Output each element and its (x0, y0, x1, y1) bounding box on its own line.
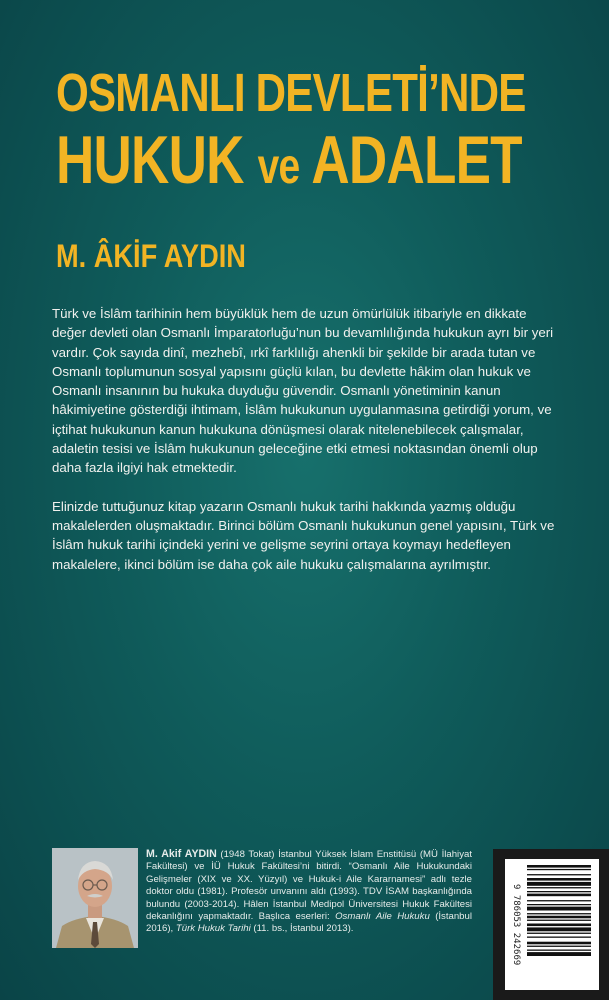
isbn-barcode (505, 859, 599, 990)
back-cover-blurb (52, 304, 562, 593)
title-line-1: OSMANLI DEVLETİ’NDE (56, 63, 526, 123)
blurb-paragraph-1: Türk ve İslâm tarihinin hem büyüklük hem de uzun ömürlülük itibariyle en dikkate değer devleti olan Osmanlı İmparatorluğu’nun bu devamlılığında hukukun ayrı bir yeri vardır. Çok sayıda dinî, mezhebî, ırkî farklılığı ahenkli bir şekilde bir arada tutan ve Osmanlı toplumunun sosyal yapısını güçlü kılan, bu devlette hâkim olan hukuk ve Osmanlı insanının bu hukuka duyduğu güvendir. Osmanlı yönetiminin kanun hâkimiyetine gösterdiği ihtimam, İslâm hukukunun uygulanmasına getirdiği yorum, ve içtihat hukukunun kanun hukukuna dönüşmesi olarak nitelenebilecek çalışmalar, adaletin tesisi ve İslâm hukukunun geleceğine etki etmesi noktasından önemli olup daha fazla ilgiyi hak etmektedir. (52, 306, 554, 476)
author-portrait-image (52, 848, 138, 948)
title-word-ve: ve (257, 138, 300, 194)
title-word-adalet: ADALET (299, 122, 522, 198)
bio-work-2: Türk Hukuk Tarihi (175, 923, 251, 935)
author-name: M. ÂKİF AYDIN (56, 238, 246, 274)
title-word-hukuk: HUKUK (56, 122, 258, 198)
bio-work-1: Osmanlı Aile Hukuku (335, 911, 430, 923)
barcode-bars (505, 859, 599, 990)
bio-author-name: M. Akif AYDIN (146, 848, 217, 860)
author-photo (52, 848, 138, 948)
author-biography (146, 848, 472, 936)
bio-text-2: (İstanbul 2016), (146, 911, 472, 935)
title-line-2 (56, 122, 522, 202)
isbn-number: 9 786053 242669 (511, 883, 521, 966)
bio-text-3: (11. bs., İstanbul 2013). (250, 923, 354, 935)
blurb-paragraph-2: Elinizde tuttuğunuz kitap yazarın Osmanlı hukuk tarihi hakkında yazmış olduğu makalelerden oluşmaktadır. Birinci bölüm Osmanlı hukukunun genel yapısını, Türk ve İslâm hukuk tarihi içindeki yerini ve gelişme seyrini ortaya koymayı hedefleyen makalelere, ikinci bölüm ise daha çok aile hukuku çalışmalarına ayrılmıştır. (52, 498, 555, 572)
book-title (56, 62, 526, 202)
barcode-area (493, 849, 609, 1000)
bio-text-1: (1948 Tokat) İstanbul Yüksek İslam Enstitüsü (MÜ İlahiyat Fakültesi) ve İÜ Hukuk Fakültesi’ni bitirdi. “Osmanlı Aile Hukukundaki Gelişmeler (XIX ve XX. Yüzyıl) ve Hukuk-i Aile Kararnamesi” adlı tezle doktor oldu (1981). Profesör unvanını aldı (1993). TDV İSAM başkanlığında bulundu (2003-2014). Hâlen İstanbul Medipol Üniversitesi Hukuk Fakültesi dekanlığını yapmaktadır. Başlıca eserleri: (146, 849, 472, 923)
